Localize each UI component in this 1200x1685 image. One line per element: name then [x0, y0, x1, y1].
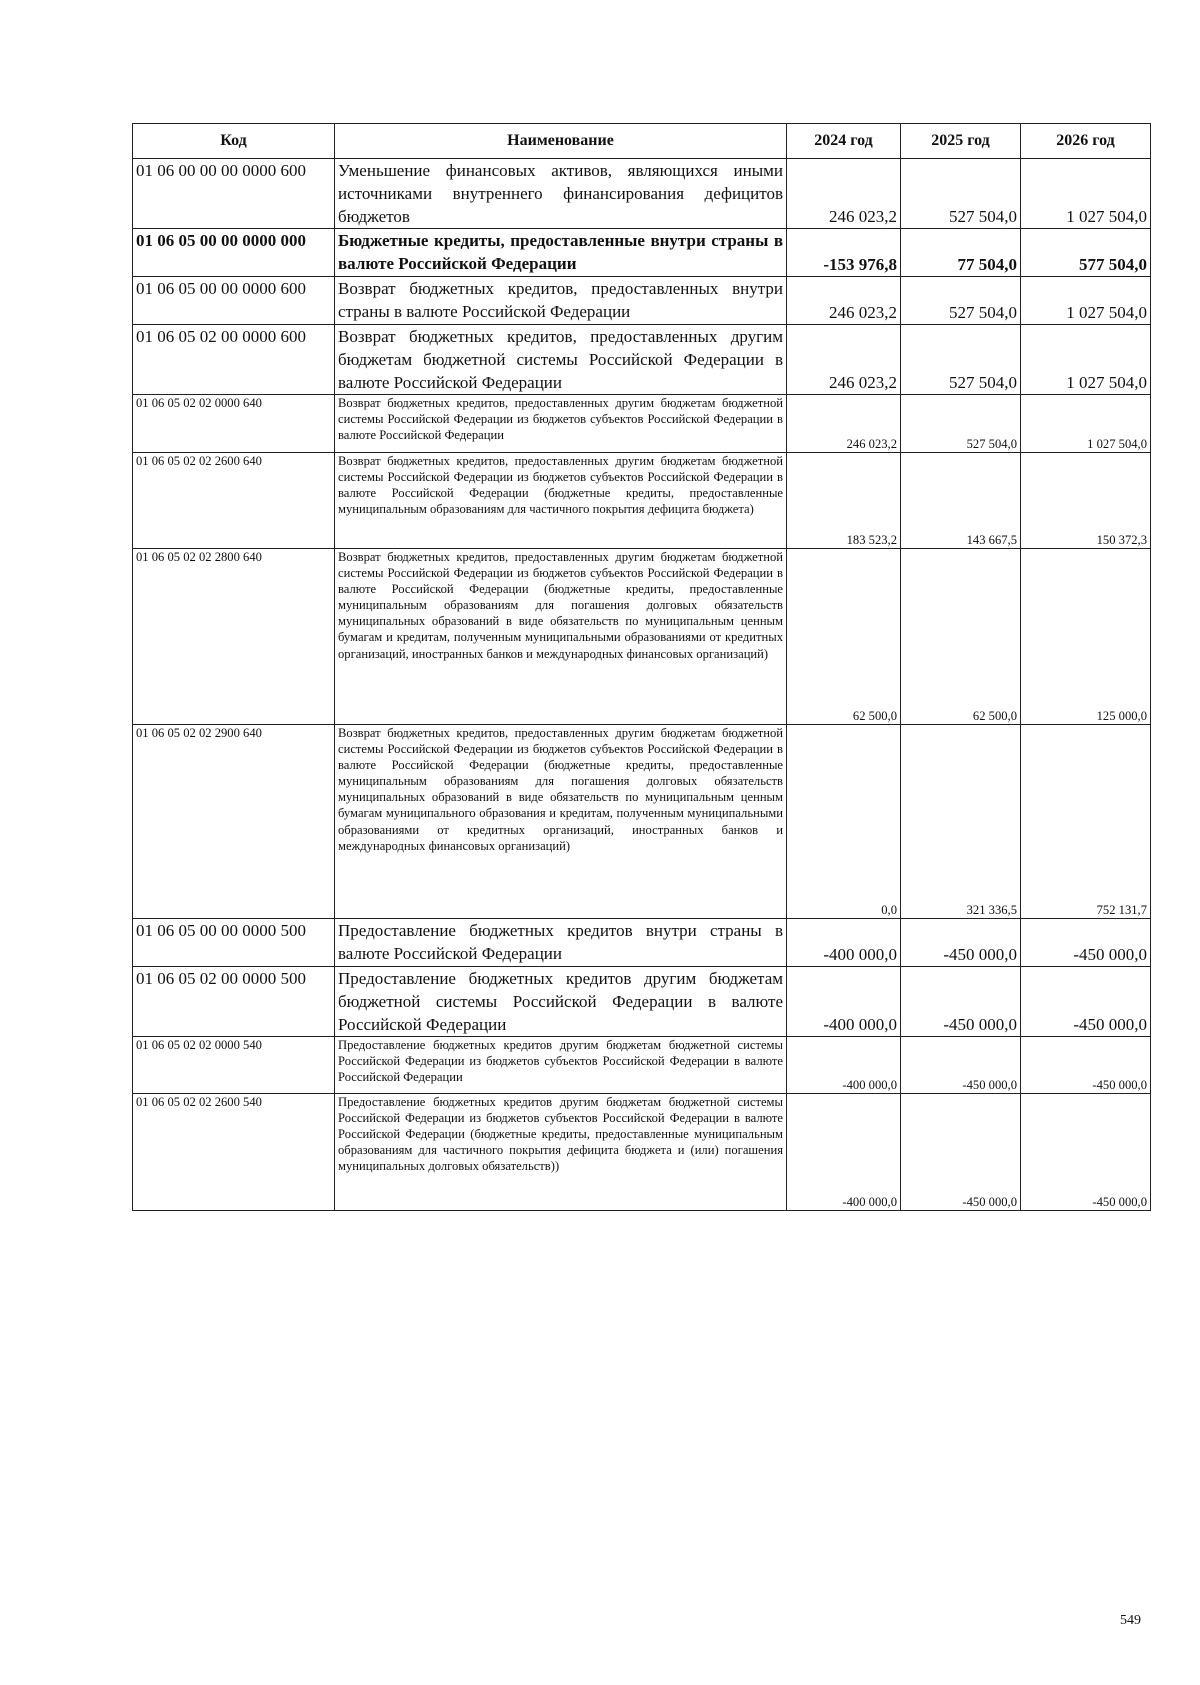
header-2026: 2026 год	[1021, 124, 1151, 159]
table-row	[133, 277, 1151, 325]
row-value-2026: 1 027 504,0	[1021, 277, 1151, 325]
row-value-2026: 1 027 504,0	[1021, 395, 1151, 453]
row-name: Возврат бюджетных кредитов, предоставленных другим бюджетам бюджетной системы Российской Федерации из бюджетов субъектов Российской Федерации в валюте Российской Федерации (бюджетные кредиты, предоставленные муниципальным образованиям для погашения долговых обязательств муниципальных образований в виде обязательств по муниципальным ценным бумагам муниципального образования и кредитам, полученным муниципальными образованиями от кредитных организаций, иностранных банков и международных финансовых организаций)	[335, 725, 787, 919]
row-code: 01 06 05 02 02 2900 640	[133, 725, 335, 919]
row-value-2026: 125 000,0	[1021, 549, 1151, 725]
row-value-2024: 246 023,2	[787, 277, 901, 325]
table-row	[133, 1037, 1151, 1094]
row-value-2025: 62 500,0	[901, 549, 1021, 725]
table-row	[133, 325, 1151, 395]
table-row	[133, 549, 1151, 725]
row-value-2025: 527 504,0	[901, 159, 1021, 229]
row-code: 01 06 05 02 02 0000 640	[133, 395, 335, 453]
row-code: 01 06 05 02 00 0000 600	[133, 325, 335, 395]
row-code: 01 06 00 00 00 0000 600	[133, 159, 335, 229]
table-row	[133, 919, 1151, 967]
row-value-2026: -450 000,0	[1021, 1037, 1151, 1094]
row-value-2025: -450 000,0	[901, 1094, 1021, 1211]
table-row	[133, 1094, 1151, 1211]
header-2025: 2025 год	[901, 124, 1021, 159]
row-code: 01 06 05 00 00 0000 000	[133, 229, 335, 277]
row-value-2024: 183 523,2	[787, 453, 901, 549]
row-value-2026: -450 000,0	[1021, 967, 1151, 1037]
row-value-2025: -450 000,0	[901, 919, 1021, 967]
row-code: 01 06 05 00 00 0000 500	[133, 919, 335, 967]
row-value-2024: 62 500,0	[787, 549, 901, 725]
row-code: 01 06 05 02 00 0000 500	[133, 967, 335, 1037]
row-code: 01 06 05 02 02 2600 640	[133, 453, 335, 549]
header-code: Код	[133, 124, 335, 159]
row-value-2025: 527 504,0	[901, 395, 1021, 453]
row-value-2026: 577 504,0	[1021, 229, 1151, 277]
budget-table	[132, 123, 1151, 1211]
row-value-2025: 143 667,5	[901, 453, 1021, 549]
header-2024: 2024 год	[787, 124, 901, 159]
row-value-2025: 321 336,5	[901, 725, 1021, 919]
row-name: Возврат бюджетных кредитов, предоставленных внутри страны в валюте Российской Федерации	[335, 277, 787, 325]
row-value-2026: 1 027 504,0	[1021, 159, 1151, 229]
row-value-2026: 1 027 504,0	[1021, 325, 1151, 395]
row-name: Бюджетные кредиты, предоставленные внутри страны в валюте Российской Федерации	[335, 229, 787, 277]
row-value-2026: 752 131,7	[1021, 725, 1151, 919]
page-number: 549	[1120, 1613, 1141, 1628]
table-row	[133, 725, 1151, 919]
row-code: 01 06 05 00 00 0000 600	[133, 277, 335, 325]
row-name: Предоставление бюджетных кредитов другим бюджетам бюджетной системы Российской Федерации из бюджетов субъектов Российской Федерации в валюте Российской Федерации (бюджетные кредиты, предоставленные муниципальным образованиям для частичного покрытия дефицита бюджета и (или) погашения муниципальных долговых обязательств))	[335, 1094, 787, 1211]
row-name: Уменьшение финансовых активов, являющихся иными источниками внутреннего финансирования дефицитов бюджетов	[335, 159, 787, 229]
row-name: Возврат бюджетных кредитов, предоставленных другим бюджетам бюджетной системы Российской Федерации из бюджетов субъектов Российской Федерации в валюте Российской Федерации (бюджетные кредиты, предоставленные муниципальным образованиям для погашения долговых обязательств муниципальных образований в виде обязательств по муниципальным ценным бумагам и кредитам, полученным муниципальными образованиями от кредитных организаций, иностранных банков и международных финансовых организаций)	[335, 549, 787, 725]
row-name: Возврат бюджетных кредитов, предоставленных другим бюджетам бюджетной системы Российской Федерации в валюте Российской Федерации	[335, 325, 787, 395]
row-value-2024: -153 976,8	[787, 229, 901, 277]
row-name: Предоставление бюджетных кредитов другим бюджетам бюджетной системы Российской Федерации в валюте Российской Федерации	[335, 967, 787, 1037]
row-value-2024: -400 000,0	[787, 1037, 901, 1094]
header-name: Наименование	[335, 124, 787, 159]
row-value-2024: 246 023,2	[787, 325, 901, 395]
row-value-2025: 77 504,0	[901, 229, 1021, 277]
table-row	[133, 453, 1151, 549]
row-code: 01 06 05 02 02 2600 540	[133, 1094, 335, 1211]
table-header-row	[133, 124, 1151, 159]
table-row	[133, 159, 1151, 229]
row-value-2025: 527 504,0	[901, 277, 1021, 325]
table-row	[133, 967, 1151, 1037]
row-name: Возврат бюджетных кредитов, предоставленных другим бюджетам бюджетной системы Российской Федерации из бюджетов субъектов Российской Федерации в валюте Российской Федерации (бюджетные кредиты, предоставленные муниципальным образованиям для частичного покрытия дефицита бюджета)	[335, 453, 787, 549]
table-row	[133, 395, 1151, 453]
row-code: 01 06 05 02 02 0000 540	[133, 1037, 335, 1094]
row-value-2025: -450 000,0	[901, 1037, 1021, 1094]
row-value-2025: -450 000,0	[901, 967, 1021, 1037]
row-value-2024: 246 023,2	[787, 395, 901, 453]
row-value-2024: 246 023,2	[787, 159, 901, 229]
row-value-2026: -450 000,0	[1021, 1094, 1151, 1211]
row-code: 01 06 05 02 02 2800 640	[133, 549, 335, 725]
row-name: Предоставление бюджетных кредитов другим бюджетам бюджетной системы Российской Федерации из бюджетов субъектов Российской Федерации в валюте Российской Федерации	[335, 1037, 787, 1094]
row-name: Возврат бюджетных кредитов, предоставленных другим бюджетам бюджетной системы Российской Федерации из бюджетов субъектов Российской Федерации в валюте Российской Федерации	[335, 395, 787, 453]
row-value-2024: 0,0	[787, 725, 901, 919]
row-value-2024: -400 000,0	[787, 1094, 901, 1211]
row-name: Предоставление бюджетных кредитов внутри страны в валюте Российской Федерации	[335, 919, 787, 967]
row-value-2024: -400 000,0	[787, 919, 901, 967]
row-value-2025: 527 504,0	[901, 325, 1021, 395]
row-value-2026: -450 000,0	[1021, 919, 1151, 967]
row-value-2026: 150 372,3	[1021, 453, 1151, 549]
table-row	[133, 229, 1151, 277]
row-value-2024: -400 000,0	[787, 967, 901, 1037]
